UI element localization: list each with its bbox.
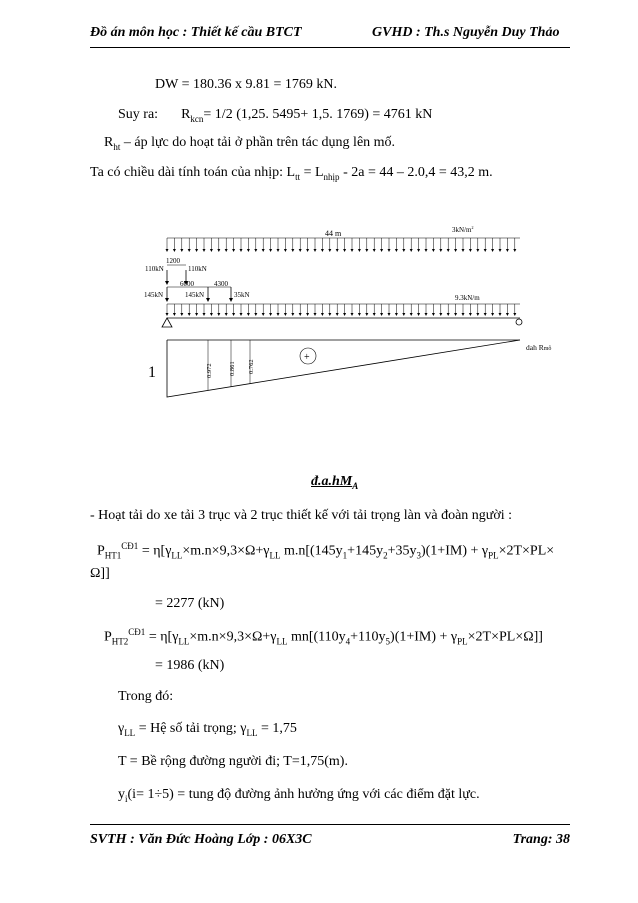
footer-student: SVTH : Văn Đức Hoàng Lớp : 06X3C (90, 832, 312, 847)
f1-sub-pl: PL (488, 550, 499, 561)
top-load-arrowhead (240, 249, 243, 252)
f1-body4: +145y (347, 543, 384, 559)
distributed-load-top (166, 238, 521, 252)
formula-ht1-cont: Ω]] (90, 566, 110, 581)
top-load-arrowhead (365, 249, 368, 252)
lane-load-arrowhead (203, 313, 206, 316)
lane-load-arrowhead (491, 313, 494, 316)
f1-body: = η[γ (138, 543, 172, 559)
top-load-arrowhead (454, 249, 457, 252)
f1-body6: )(1+IM) + γ (420, 543, 489, 559)
header-course: Đồ án môn học : Thiết kế cầu BTCT (90, 25, 302, 40)
f2-p: P (104, 629, 112, 645)
top-load-arrowhead (417, 249, 420, 252)
formula-ht1 (97, 541, 554, 560)
top-load-arrowhead (173, 249, 176, 252)
lane-load-arrowhead (388, 313, 391, 316)
top-load-arrowhead (491, 249, 494, 252)
top-load-value: 3kN/m (452, 226, 472, 234)
top-load-arrowhead (402, 249, 405, 252)
lane-load-arrowhead (484, 313, 487, 316)
top-load-arrowhead (203, 249, 206, 252)
lane-load-arrowhead (299, 313, 302, 316)
top-load-arrowhead (321, 249, 324, 252)
lane-load-arrowhead (217, 313, 220, 316)
span-length-sub2: nhịp (323, 171, 340, 182)
lane-load-arrowhead (425, 313, 428, 316)
top-load-arrowhead (210, 249, 213, 252)
header-advisor: GVHD : Th.s Nguyễn Duy Thảo (372, 25, 560, 40)
rht-symbol: R (104, 135, 114, 150)
plus-sign: + (304, 352, 310, 363)
f2-sub-pl: PL (457, 636, 468, 647)
lane-load-arrowhead (454, 313, 457, 316)
f1-sub-ll2: LL (269, 550, 281, 561)
truck-arrowhead-1 (165, 298, 169, 302)
pin-support (162, 318, 172, 327)
tandem-arrowhead-left (165, 281, 169, 285)
lane-load-arrowhead (469, 313, 472, 316)
top-load-unit-sup: 2 (471, 225, 474, 230)
y-b: (i= 1÷5) = tung độ đường ảnh hưởng ứng với các điểm đặt lực. (127, 787, 480, 802)
footer-page: Trang: 38 (512, 832, 570, 847)
lane-load-arrowhead (232, 313, 235, 316)
f1-body3: m.n[(145y (280, 543, 343, 559)
r-expression: = 1/2 (1,25. 5495+ 1,5. 1769) = 4761 kN (203, 107, 433, 122)
influence-line-diagram (0, 0, 638, 420)
lane-load-arrowhead (432, 313, 435, 316)
f1-sub-ll: LL (171, 550, 183, 561)
top-load-arrowhead (476, 249, 479, 252)
top-load-arrowhead (217, 249, 220, 252)
top-load-arrowhead (484, 249, 487, 252)
span-length-sub1: tt (295, 171, 301, 182)
top-load-arrowhead (195, 249, 198, 252)
lane-load-arrowhead (373, 313, 376, 316)
top-load-arrowhead (277, 249, 280, 252)
lane-load-arrowhead (262, 313, 265, 316)
lane-load-arrowhead (476, 313, 479, 316)
lane-load-arrowhead (195, 313, 198, 316)
top-load-arrowhead (499, 249, 502, 252)
tandem-left-label: 110kN (145, 265, 164, 273)
footer-rule (90, 824, 570, 825)
top-load-arrowhead (232, 249, 235, 252)
influence-triangle (167, 340, 520, 397)
tandem-spacing-label: 1200 (166, 257, 180, 265)
lane-load-arrowhead (439, 313, 442, 316)
top-load-arrowhead (269, 249, 272, 252)
y-a: y (118, 787, 125, 802)
f2-sub: HT2 (111, 636, 129, 647)
top-load-arrowhead (373, 249, 376, 252)
tandem-right-label: 110kN (188, 265, 207, 273)
gamma-c: = 1,75 (257, 721, 297, 736)
span-length-b: = L (300, 165, 324, 180)
top-load-arrowhead (254, 249, 257, 252)
top-load-arrowhead (284, 249, 287, 252)
top-load-arrowhead (225, 249, 228, 252)
span-length-c: - 2a = 44 – 2.0,4 = 43,2 m. (339, 165, 493, 180)
y-definition (118, 787, 480, 804)
top-load-arrowhead (314, 249, 317, 252)
lane-load-arrowhead (351, 313, 354, 316)
r-symbol: R (181, 107, 191, 122)
where-label: Trong đó: (118, 689, 174, 704)
f1-p: P (97, 543, 105, 559)
lane-load-arrowhead (277, 313, 280, 316)
top-load-arrowhead (410, 249, 413, 252)
lane-load-label: 9.3kN/m (455, 294, 480, 302)
top-load-arrowhead (358, 249, 361, 252)
lane-load-arrowhead (380, 313, 383, 316)
lane-load-arrowhead (247, 313, 250, 316)
formula-ht2-result: = 1986 (kN) (155, 658, 225, 673)
f2-body5: )(1+IM) + γ (390, 629, 458, 645)
lane-load-arrowhead (284, 313, 287, 316)
unit-ordinate-label: 1 (148, 364, 156, 381)
top-load-arrowhead (299, 249, 302, 252)
lane-load-arrowhead (358, 313, 361, 316)
lane-load-arrowhead (173, 313, 176, 316)
span-length-a: Ta có chiều dài tính toán của nhịp: L (90, 165, 296, 180)
top-load-arrowhead (447, 249, 450, 252)
truck-axle-2-label: 145kN (185, 291, 205, 299)
top-load-arrowhead (395, 249, 398, 252)
lane-load-arrowhead (269, 313, 272, 316)
top-load-arrowhead (336, 249, 339, 252)
lane-load-arrowhead (447, 313, 450, 316)
top-load-label (452, 225, 473, 234)
lane-load-arrowhead (188, 313, 191, 316)
f2-sub-ll2: LL (276, 636, 288, 647)
top-load-arrowhead (425, 249, 428, 252)
gamma-b: = Hệ số tải trọng; γ (135, 721, 247, 736)
r-subscript: kcn (190, 113, 204, 124)
span-length-label: 44 m (325, 229, 342, 238)
top-load-arrowhead (506, 249, 509, 252)
f1-body2: ×m.n×9,3×Ω+γ (182, 543, 270, 559)
rht-subscript: ht (113, 141, 121, 152)
lane-load-arrowhead (417, 313, 420, 316)
f2-body: = η[γ (145, 629, 179, 645)
lane-load-arrowhead (291, 313, 294, 316)
top-load-arrowhead (291, 249, 294, 252)
truck-spacing-1-label: 6000 (180, 280, 194, 288)
suy-ra-prefix: Suy ra: (118, 107, 159, 122)
f2-y4: 4 (345, 636, 351, 647)
figure-caption-text: đ.a.hM (311, 474, 353, 489)
lane-load-arrowhead (240, 313, 243, 316)
f2-sup: CĐ1 (128, 627, 146, 637)
top-load-arrowhead (188, 249, 191, 252)
lane-load-arrowhead (328, 313, 331, 316)
top-load-arrowhead (247, 249, 250, 252)
formula-ht2 (104, 627, 543, 646)
ordinate-3-label: 0.762 (248, 359, 255, 374)
top-load-arrowhead (343, 249, 346, 252)
f2-body4: +110y (350, 629, 386, 645)
dw-line: DW = 180.36 x 9.81 = 1769 kN. (155, 77, 337, 92)
truck-axle-1-label: 145kN (144, 291, 164, 299)
formula-ht1-result: = 2277 (kN) (155, 596, 225, 611)
top-load-arrowhead (462, 249, 465, 252)
lane-load-arrowhead (336, 313, 339, 316)
gamma-sub2: LL (246, 727, 258, 738)
top-load-arrowhead (180, 249, 183, 252)
influence-line-name: dah R (526, 343, 544, 352)
f1-sub: HT1 (104, 550, 122, 561)
top-load-arrowhead (262, 249, 265, 252)
truck-arrowhead-2 (206, 298, 210, 302)
influence-line-label (526, 343, 551, 352)
truck-axle-3-label: 35kN (234, 291, 250, 299)
lane-load-arrowhead (225, 313, 228, 316)
top-load-arrowhead (380, 249, 383, 252)
lane-load-arrowhead (513, 313, 516, 316)
section-intro: - Hoạt tải do xe tải 3 trục và 2 trục thiết kế với tải trọng làn và đoàn người : (90, 508, 513, 523)
f1-body5: +35y (387, 543, 417, 559)
f2-y5: 5 (385, 636, 391, 647)
lane-load-arrowhead (343, 313, 346, 316)
truck-spacing-2-label: 4300 (214, 280, 228, 288)
top-load-arrowhead (306, 249, 309, 252)
lane-load-arrowhead (365, 313, 368, 316)
lane-load-arrowhead (402, 313, 405, 316)
ordinate-1-label: 0.972 (206, 363, 213, 378)
lane-load-arrows (166, 304, 521, 316)
lane-load-arrowhead (506, 313, 509, 316)
f1-y1: 1 (342, 550, 348, 561)
f2-body3: mn[(110y (287, 629, 346, 645)
t-definition: T = Bề rộng đường người đi; T=1,75(m). (118, 754, 348, 769)
rht-description: – áp lực do hoạt tải ở phần trên tác dụng lên mố. (120, 135, 396, 150)
figure-caption (311, 474, 358, 491)
figure-caption-sub: A (352, 480, 359, 491)
lane-load-arrowhead (166, 313, 169, 316)
influence-line-sub: mô (543, 346, 552, 352)
gamma-definition (118, 721, 297, 738)
lane-load-arrowhead (210, 313, 213, 316)
lane-load-arrowhead (306, 313, 309, 316)
f1-sup: CĐ1 (121, 541, 139, 551)
truck-arrowhead-3 (229, 298, 233, 302)
lane-load-arrowhead (180, 313, 183, 316)
f2-sub-ll: LL (178, 636, 190, 647)
top-load-arrowhead (439, 249, 442, 252)
f2-body6: ×2T×PL×Ω]] (467, 629, 543, 645)
lane-load-arrowhead (254, 313, 257, 316)
f1-body7: ×2T×PL× (498, 543, 555, 559)
ordinate-2-label: 0.861 (229, 361, 236, 376)
lane-load-arrowhead (395, 313, 398, 316)
lane-load-arrowhead (462, 313, 465, 316)
top-load-arrowhead (351, 249, 354, 252)
top-load-arrowhead (328, 249, 331, 252)
f2-body2: ×m.n×9,3×Ω+γ (189, 629, 277, 645)
roller-support (516, 319, 522, 325)
top-load-arrowhead (469, 249, 472, 252)
top-load-arrowhead (388, 249, 391, 252)
lane-load-arrowhead (321, 313, 324, 316)
gamma-sub: LL (124, 727, 136, 738)
y-sub: i (125, 793, 128, 804)
f1-y3: 3 (416, 550, 421, 561)
gamma-a: γ (118, 721, 125, 736)
top-load-arrowhead (432, 249, 435, 252)
f1-y2: 2 (383, 550, 388, 561)
lane-load-arrowhead (314, 313, 317, 316)
top-load-arrowhead (166, 249, 169, 252)
lane-load-arrowhead (499, 313, 502, 316)
lane-load-arrowhead (410, 313, 413, 316)
top-load-arrowhead (513, 249, 516, 252)
